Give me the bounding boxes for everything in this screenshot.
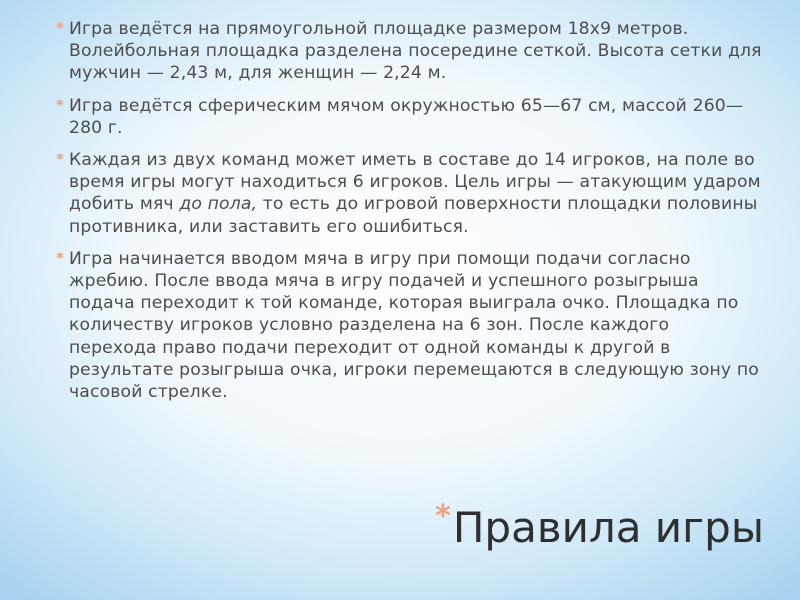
bullet-item (56, 149, 762, 238)
slide-title (435, 487, 764, 558)
bullet-text: Игра ведётся сферическим мячом окружностью 65—67 см, массой 260—280 г. (69, 95, 744, 138)
bullet-item (56, 248, 762, 403)
bullet-marker-icon: * (56, 19, 64, 37)
bullet-text-end: то есть до игровой поверхности площадки половины противника, или заставить его ошибиться. (69, 194, 758, 237)
bullet-marker-icon: * (56, 95, 64, 114)
bullet-text-emphasis: до пола, (179, 194, 258, 215)
title-marker-icon: * (435, 499, 451, 534)
bullet-marker-icon: * (56, 248, 64, 267)
bullet-text: Игра ведётся на прямоугольной площадке размером 18х9 метров. Волейбольная площадка разделена посередине сеткой. Высота сетки для мужчин — 2,43 м, для женщин — 2,24 м. (69, 19, 762, 84)
bullet-list (56, 18, 762, 413)
bullet-item (56, 18, 762, 85)
bullet-marker-icon: * (56, 150, 64, 169)
bullet-text-start: Каждая из двух команд может иметь в составе до 14 игроков, на поле во время игры могут находиться 6 игроков. Цель игры — атакующим ударом добить мяч (69, 150, 761, 215)
bullet-text: Игра начинается вводом мяча в игру при помощи подачи согласно жребию. После ввода мяча в игру подачей и успешного розыгрыша подача переходит к той команде, которая выиграла очко. Площадка по количеству игроков условно разделена на 6 зон. После каждого перехода право подачи переходит от одной команды к другой в результате розыгрыша очка, игроки перемещаются в следующую зону по часовой стрелке. (69, 248, 759, 403)
slide-title-text: Правила игры (452, 503, 764, 552)
bullet-item (56, 95, 762, 139)
